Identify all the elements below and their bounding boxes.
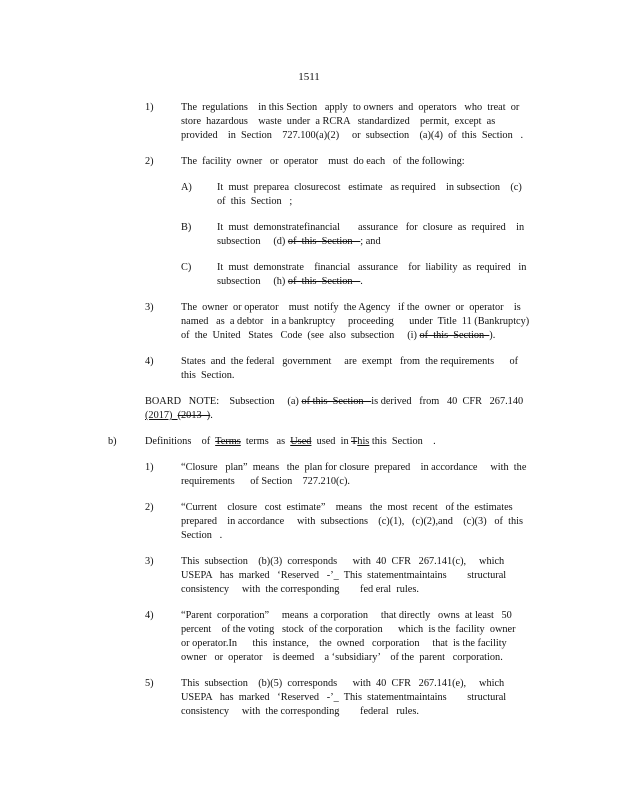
deleted-text: (2013 ) [177, 410, 211, 421]
paragraph-line: of this Section ; [217, 196, 293, 207]
inserted-text: (2017) [145, 410, 178, 421]
deleted-text: Used [290, 436, 312, 447]
inserted-text: his [357, 436, 370, 447]
item-label: 2) [145, 156, 154, 167]
section-label: b) [108, 436, 117, 447]
text-run: of the United States Code (see also subsection (i) [181, 330, 420, 341]
paragraph-line: “Closure plan” means the plan for closure prepared in accordance with the [181, 462, 527, 473]
deleted-text: of this Section [287, 276, 361, 287]
paragraph-line [217, 235, 381, 248]
board-note-line [145, 409, 213, 422]
paragraph-line: “Current closure cost estimate” means the most recent of the estimates [181, 502, 513, 513]
paragraph-line: It must demonstratefinancial assurance for closure as required in [217, 222, 525, 233]
text-run: . [360, 276, 363, 287]
paragraph-line: consistency with the corresponding fed eral rules. [181, 584, 419, 595]
deleted-text: of this Section [301, 396, 372, 407]
paragraph-line: The owner or operator must notify the Agency if the owner or operator is [181, 302, 521, 313]
paragraph-line: consistency with the corresponding federal rules. [181, 706, 419, 717]
board-note-line [145, 395, 523, 408]
text-run: Definitions of [145, 436, 216, 447]
paragraph-line: The facility owner or operator must do each of the following: [181, 156, 465, 167]
item-label: 2) [145, 502, 154, 513]
text-run: this Section . [369, 436, 436, 447]
paragraph-line: The regulations in this Section apply to owners and operators who treat or [181, 102, 520, 113]
section-heading [145, 435, 436, 448]
sub-item-label: B) [181, 222, 192, 233]
deleted-text: Terms [215, 436, 241, 447]
paragraph-line [181, 329, 495, 342]
text-run: . [210, 410, 213, 421]
item-label: 4) [145, 610, 154, 621]
paragraph-line: owner or operator is deemed a ‘subsidiary’ of the parent corporation. [181, 652, 503, 663]
item-label: 1) [145, 462, 154, 473]
paragraph-line: provided in Section 727.100(a)(2) or subsection (a)(4) of this Section . [181, 130, 524, 141]
paragraph-line: USEPA has marked ‘Reserved -’_ This statementmaintains structural [181, 570, 507, 581]
paragraph-line: or operator.In this instance, the owned corporation that is the facility [181, 638, 507, 649]
paragraph-line: It must demonstrate financial assurance for liability as required in [217, 262, 527, 273]
item-label: 3) [145, 302, 154, 313]
text-run: subsection (h) [217, 276, 288, 287]
sub-item-label: C) [181, 262, 192, 273]
paragraph-line: requirements of Section 727.210(c). [181, 476, 350, 487]
paragraph-line: “Parent corporation” means a corporation that directly owns at least 50 [181, 610, 512, 621]
deleted-text: of this Section [419, 330, 490, 341]
sub-item-label: A) [181, 182, 192, 193]
paragraph-line: percent of the voting stock of the corporation which is the facility owner [181, 624, 516, 635]
item-label: 1) [145, 102, 154, 113]
paragraph-line: This subsection (b)(5) corresponds with 40 CFR 267.141(e), which [181, 678, 505, 689]
paragraph-line: this Section. [181, 370, 235, 381]
paragraph-line: It must preparea closurecost estimate as required in subsection (c) [217, 182, 522, 193]
item-label: 4) [145, 356, 154, 367]
paragraph-line: named as a debtor in a bankruptcy proceeding under Title 11 (Bankruptcy) [181, 316, 530, 327]
paragraph-line: States and the federal government are exempt from the requirements of [181, 356, 519, 367]
text-run: used in [311, 436, 351, 447]
paragraph-line: prepared in accordance with subsections (c)(1), (c)(2),and (c)(3) of this [181, 516, 523, 527]
text-run: ; and [360, 236, 381, 247]
paragraph-line: Section . [181, 530, 223, 541]
deleted-text: T [351, 436, 358, 447]
paragraph-line: This subsection (b)(3) corresponds with 40 CFR 267.141(c), which [181, 556, 505, 567]
paragraph-line [217, 275, 363, 288]
text-run: is derived from 40 CFR 267.140 [371, 396, 524, 407]
item-label: 5) [145, 678, 154, 689]
text-run: ). [489, 330, 496, 341]
paragraph-line: store hazardous waste under a RCRA standardized permit, except as [181, 116, 496, 127]
text-run: subsection (d) [217, 236, 288, 247]
paragraph-line: USEPA has marked ‘Reserved -’_ This statementmaintains structural [181, 692, 507, 703]
deleted-text: of this Section [287, 236, 361, 247]
text-run: BOARD NOTE: Subsection (a) [145, 396, 302, 407]
item-label: 3) [145, 556, 154, 567]
page-number: 1511 [298, 71, 320, 83]
text-run: terms as [240, 436, 291, 447]
